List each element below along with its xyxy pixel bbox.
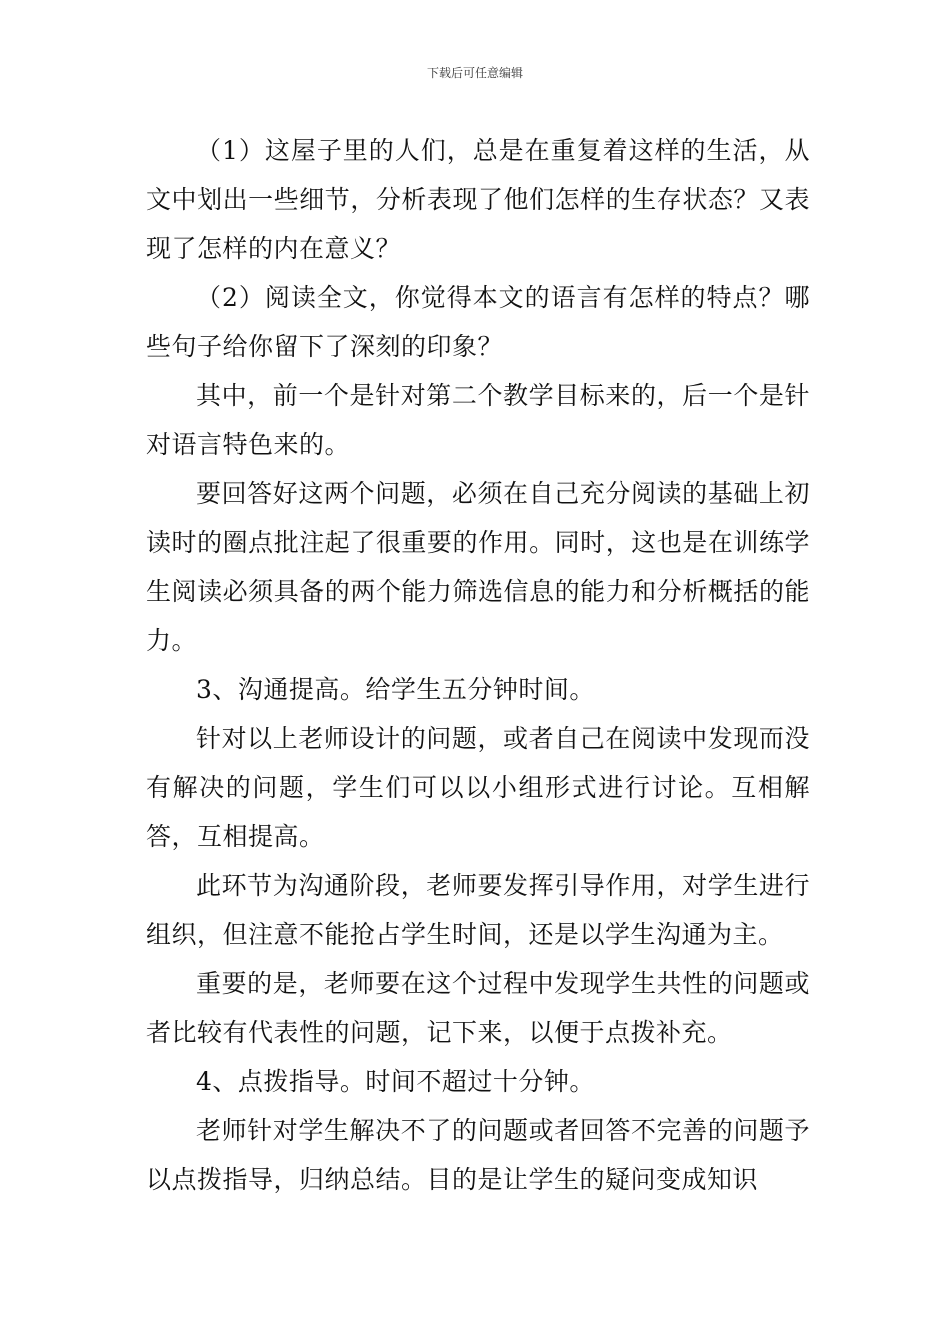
paragraph-step-3-heading: 3、沟通提高。给学生五分钟时间。 <box>196 675 595 704</box>
paragraph-step-3-discussion: 针对以上老师设计的问题，或者自己在阅读中发现而没有解决的问题，学生们可以以小组形式进行讨论。互相解答，互相提高。 <box>146 724 810 851</box>
paragraph-question-2: （2）阅读全文，你觉得本文的语言有怎样的特点？哪些句子给你留下了深刻的印象？ <box>146 283 810 361</box>
paragraph-question-1: （1）这屋子里的人们，总是在重复着这样的生活，从文中划出一些细节，分析表现了他们怎样的生存状态？又表现了怎样的内在意义？ <box>146 136 810 263</box>
paragraph-step-4-heading: 4、点拨指导。时间不超过十分钟。 <box>196 1067 595 1096</box>
paragraph-step-4-guidance: 老师针对学生解决不了的问题或者回答不完善的问题予以点拨指导，归纳总结。目的是让学生的疑问变成知识 <box>146 1116 810 1194</box>
page-header-note: 下载后可任意编辑 <box>426 66 523 80</box>
paragraph-step-3-note: 重要的是，老师要在这个过程中发现学生共性的问题或者比较有代表性的问题，记下来，以便于点拨补充。 <box>146 969 810 1047</box>
paragraph-explanation: 其中，前一个是针对第二个教学目标来的，后一个是针对语言特色来的。 <box>146 381 810 459</box>
document-body <box>146 126 810 1204</box>
paragraph-step-3-teacher-role: 此环节为沟通阶段，老师要发挥引导作用，对学生进行组织，但注意不能抢占学生时间，还是以学生沟通为主。 <box>146 871 810 949</box>
paragraph-reading-requirement: 要回答好这两个问题，必须在自己充分阅读的基础上初读时的圈点批注起了很重要的作用。同时，这也是在训练学生阅读必须具备的两个能力筛选信息的能力和分析概括的能力。 <box>146 479 810 655</box>
